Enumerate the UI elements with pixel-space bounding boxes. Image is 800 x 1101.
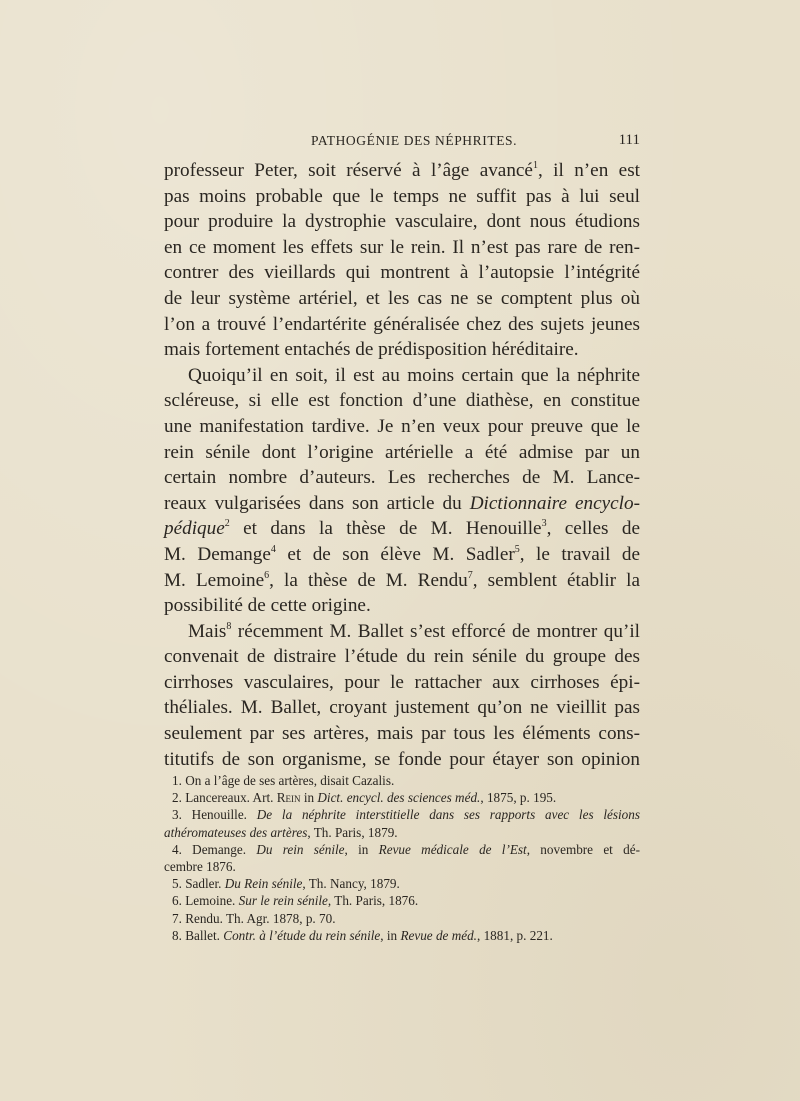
italic-title: Revue de méd. xyxy=(400,927,477,943)
text-line: pas moins probable que le temps ne suffit pas à lui seul xyxy=(164,185,640,207)
text-span: , in xyxy=(344,841,379,857)
text-span: , in xyxy=(380,927,401,943)
text-span: , Th. Paris, 1879. xyxy=(307,824,398,840)
text-span: , il n’en est xyxy=(537,160,640,181)
italic-title: athéromateuses des artères xyxy=(164,824,308,840)
text-line: seulement par ses artères, mais par tous les éléments cons- xyxy=(164,723,640,745)
footnote-6 xyxy=(164,892,640,909)
footnote-5 xyxy=(164,875,640,892)
footnote-7: 7. Rendu. Th. Agr. 1878, p. 70. xyxy=(172,910,336,926)
text-line xyxy=(164,619,640,645)
italic-title: Dictionnaire encyclo- xyxy=(469,492,640,514)
footnote-ref: 4 xyxy=(270,543,276,555)
text-line: certain nombre d’auteurs. Les recherches de M. Lance- xyxy=(164,467,640,489)
text-span: M. Demange xyxy=(164,543,271,565)
text-line: l’on a trouvé l’endartérite généralisée chez des sujets jeunes xyxy=(164,313,640,335)
text-line xyxy=(164,542,640,568)
footnotes xyxy=(164,772,640,944)
text-line: titutifs de son organisme, se fonde pour étayer son opinion xyxy=(164,748,640,770)
text-span: 5. Sadler. xyxy=(172,876,225,892)
text-line: mais fortement entachés de prédisposition héréditaire. xyxy=(164,339,579,361)
text-span: M. Lemoine xyxy=(164,569,265,591)
footnote-ref: 7 xyxy=(467,569,473,581)
footnote-3-cont xyxy=(164,824,640,841)
text-span: , Th. Nancy, 1879. xyxy=(302,876,400,892)
text-line xyxy=(164,491,640,517)
footnote-4-cont: cembre 1876. xyxy=(164,858,236,874)
text-line: scléreuse, si elle est fonction d’une diathèse, en constitue xyxy=(164,390,640,412)
italic-title: Sur le rein sénile xyxy=(238,893,328,909)
text-span: , Th. Paris, 1876. xyxy=(327,893,419,909)
footnote-ref: 5 xyxy=(514,543,520,555)
text-line: une manifestation tardive. Je n’en veux pour preuve que le xyxy=(164,415,640,437)
italic-title: Du rein sénile xyxy=(256,841,345,857)
text-span: 4. Demange. xyxy=(172,841,257,857)
text-span: et de son élève M. Sadler xyxy=(275,543,515,565)
text-span: reaux vulgarisées dans son article du xyxy=(164,492,470,514)
footnote-8 xyxy=(164,927,640,944)
text-span: , 1881, p. 221. xyxy=(476,927,553,943)
text-span: , la thèse de M. Rendu xyxy=(269,569,468,591)
text-span: , novembre et dé- xyxy=(526,841,640,857)
footnote-2 xyxy=(164,789,640,806)
text-span: 3. Henouille. xyxy=(172,807,257,823)
text-line: Quoiqu’il en soit, il est au moins certain que la néphrite xyxy=(188,364,640,386)
italic-title: De la néphrite interstitielle dans ses rapports avec les lésions xyxy=(256,807,640,823)
text-line xyxy=(164,158,640,184)
footnote-ref: 1 xyxy=(532,160,538,171)
text-span: , celles de xyxy=(546,518,640,540)
text-line: convenait de distraire l’étude du rein sénile du groupe des xyxy=(164,646,640,668)
main-text xyxy=(164,158,640,772)
text-line: en ce moment les effets sur le rein. Il n’est pas rare de ren- xyxy=(164,236,640,258)
italic-title: Du Rein sénile xyxy=(224,876,303,892)
text-span: , semblent établir la xyxy=(472,569,640,591)
text-span: , 1875, p. 195. xyxy=(480,790,557,806)
italic-title: Revue médicale de l’Est xyxy=(378,841,527,857)
text-span: et dans la thèse de M. Henouille xyxy=(229,518,542,540)
italic-title: Dict. encycl. des sciences méd. xyxy=(317,790,481,806)
text-line: de leur système artériel, et les cas ne se comptent plus où xyxy=(164,287,640,309)
italic-title: pédique xyxy=(164,518,225,540)
text-line: théliales. M. Ballet, croyant justement qu’on ne vieillit pas xyxy=(164,697,640,719)
text-span: récemment M. Ballet s’est efforcé de montrer qu’il xyxy=(231,620,640,642)
footnote-4 xyxy=(164,841,640,858)
text-span: 8. Ballet. xyxy=(172,927,224,943)
footnote-ref: 6 xyxy=(264,569,270,581)
running-header xyxy=(166,130,640,152)
text-span: , le travail de xyxy=(519,543,640,565)
text-line xyxy=(164,568,640,594)
text-line: contrer des vieillards qui montrent à l’autopsie l’intégrité xyxy=(164,262,640,284)
text-line: cirrhoses vasculaires, pour le rattacher aux cirrhoses épi- xyxy=(164,671,640,693)
text-line: rein sénile dont l’origine artérielle a été admise par un xyxy=(164,441,640,463)
text-span: 2. Lancereaux. Art. xyxy=(172,790,277,806)
text-line xyxy=(164,516,640,542)
running-title: PATHOGÉNIE DES NÉPHRITES. xyxy=(311,133,518,148)
text-span: Rein xyxy=(276,790,301,806)
text-span: Mais xyxy=(188,620,227,642)
footnote-ref: 8 xyxy=(226,620,232,632)
text-line: possibilité de cette origine. xyxy=(164,595,371,617)
italic-title: Contr. à l’étude du rein sénile xyxy=(223,927,381,943)
text-span: in xyxy=(300,790,318,806)
footnote-3 xyxy=(164,806,640,823)
text-span: professeur Peter, soit réservé à l’âge avancé xyxy=(164,160,533,181)
page-number: 111 xyxy=(618,132,640,148)
text-line: pour produire la dystrophie vasculaire, dont nous étudions xyxy=(164,211,640,233)
footnote-ref: 2 xyxy=(224,518,230,530)
footnote-ref: 3 xyxy=(541,518,547,530)
footnote-1: 1. On a l’âge de ses artères, disait Cazalis. xyxy=(172,773,395,788)
text-span: 6. Lemoine. xyxy=(172,893,239,909)
